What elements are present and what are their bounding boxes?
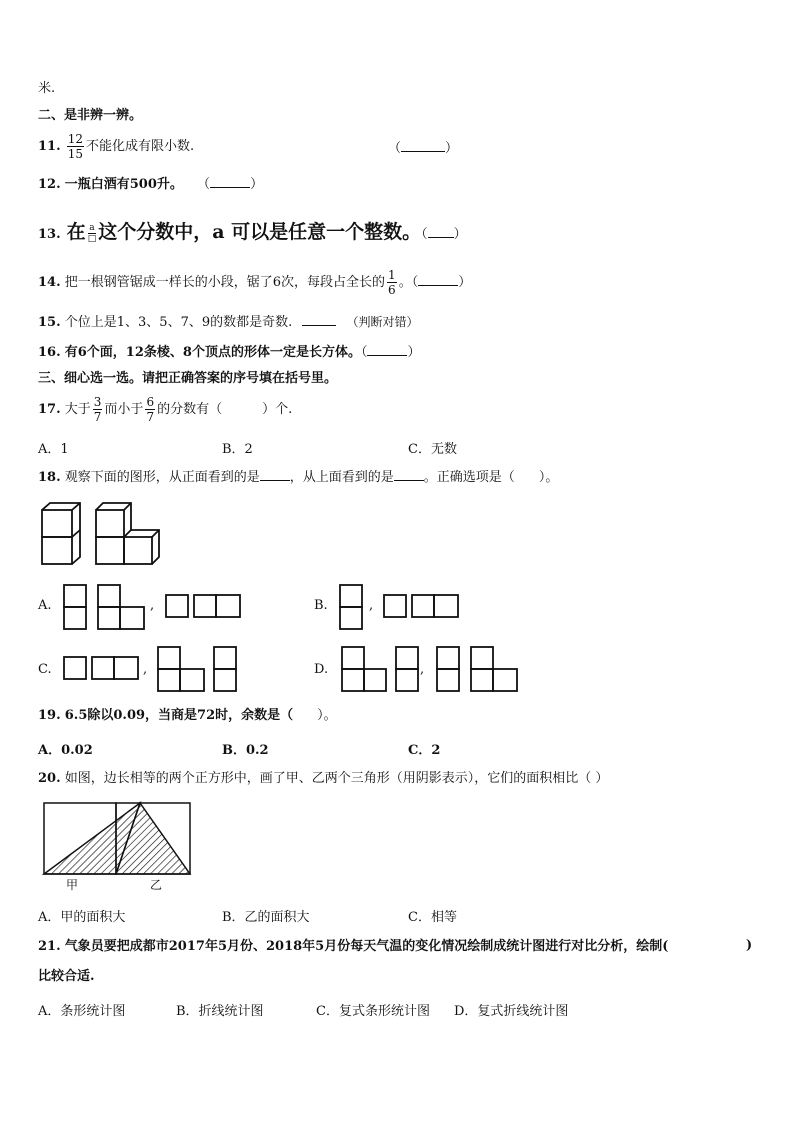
q18-option-a-comma: , xyxy=(150,598,155,613)
question-11 xyxy=(38,132,194,161)
q14-paren-right: ） xyxy=(458,275,472,290)
q17-denominator-2: 7 xyxy=(146,410,155,424)
q18-option-b-label[interactable]: B. xyxy=(314,598,328,613)
q18-option-c-comma: , xyxy=(143,662,148,677)
q18-text-a: 观察下面的图形，从正面看到的是 xyxy=(64,470,260,485)
q21-paren-right: ) xyxy=(746,938,753,953)
q19-number: 19. xyxy=(38,708,61,723)
question-16 xyxy=(38,344,420,362)
q18-text-d: ）。 xyxy=(538,470,559,485)
q12-number: 12. xyxy=(38,177,61,192)
q18-option-a-label[interactable]: A. xyxy=(38,598,52,613)
q14-number: 14. xyxy=(38,275,61,290)
q16-answer-blank[interactable] xyxy=(367,355,407,356)
question-18 xyxy=(38,469,558,487)
q19-option-c[interactable]: C．2 xyxy=(408,743,441,758)
q16-paren-left: （ xyxy=(360,345,368,360)
q21-number: 21. xyxy=(38,939,61,954)
q17-fraction-2 xyxy=(145,395,155,424)
q20-option-c[interactable]: C．相等 xyxy=(408,910,457,925)
q18-option-a-front-view[interactable] xyxy=(62,583,155,633)
q17-post: 的分数有（ xyxy=(157,402,223,417)
question-20 xyxy=(38,770,608,788)
q18-blank-top[interactable] xyxy=(394,480,424,481)
q17-option-b[interactable]: B．2 xyxy=(222,442,253,457)
q18-blank-front[interactable] xyxy=(260,480,290,481)
q14-paren-left: （ xyxy=(411,275,419,290)
q13-paren-right: ） xyxy=(453,227,467,242)
q18-option-d-top-view[interactable] xyxy=(433,645,523,695)
q18-text-b: ，从上面看到的是 xyxy=(289,470,394,485)
question-17 xyxy=(38,395,292,424)
q19-text: 6.5除以0.09，当商是72时，余数是（ xyxy=(64,708,294,723)
q13-post: 这个分数中，a 可以是任意一个整数。 xyxy=(98,221,422,243)
q17-numerator-2: 6 xyxy=(146,395,155,409)
q18-option-b-comma: , xyxy=(369,598,374,613)
q16-text: 有6个面，12条棱、8个顶点的形体一定是长方体。 xyxy=(64,345,361,360)
q16-paren-right: ） xyxy=(407,345,421,360)
section2-heading: 二、是非辨一辨。 xyxy=(38,108,143,123)
q12-paren-left: （ xyxy=(197,177,211,192)
q11-number: 11. xyxy=(38,139,61,154)
q17-mid: 而小于 xyxy=(104,402,144,417)
q18-option-b-top-view[interactable] xyxy=(382,593,462,623)
q11-denominator: 15 xyxy=(67,147,84,161)
q19-post: ）。 xyxy=(317,708,337,723)
q14-fraction xyxy=(387,268,397,297)
q20-text: 如图，边长相等的两个正方形中，画了甲、乙两个三角形（用阴影表示），它们的面积相比（ ） xyxy=(64,771,609,786)
q18-option-c-top-view[interactable] xyxy=(156,645,246,695)
question-21 xyxy=(38,938,668,956)
q16-number: 16. xyxy=(38,345,61,360)
q19-option-b[interactable]: B．0.2 xyxy=(222,743,269,758)
q18-option-b-front-view[interactable] xyxy=(338,583,368,633)
q20-label-yi: 乙 xyxy=(150,878,163,892)
q19-option-a[interactable]: A．0.02 xyxy=(38,743,93,758)
q17-option-a[interactable]: A．1 xyxy=(38,442,69,457)
q17-numerator-1: 3 xyxy=(93,395,102,409)
q11-paren-right: ） xyxy=(445,141,459,156)
q14-text: 把一根钢管锯成一样长的小段，锯了6次，每段占全长的 xyxy=(64,275,386,290)
q13-pre: 在 xyxy=(66,221,86,243)
q13-numerator: a xyxy=(89,222,95,233)
q21-option-a[interactable]: A．条形统计图 xyxy=(38,1004,126,1019)
q11-numerator: 12 xyxy=(67,132,84,146)
q18-option-d-label[interactable]: D. xyxy=(314,662,329,677)
q18-option-d-front-view[interactable] xyxy=(338,645,428,695)
question-19 xyxy=(38,707,337,725)
q20-option-b[interactable]: B．乙的面积大 xyxy=(222,910,310,925)
q15-answer-blank[interactable] xyxy=(302,325,336,326)
q11-answer-blank[interactable] xyxy=(401,151,445,152)
q21-line2: 比较合适. xyxy=(38,969,95,984)
q21-option-c[interactable]: C．复式条形统计图 xyxy=(316,1004,430,1019)
q17-post2: ）个. xyxy=(262,402,293,417)
q21-line1: 气象员要把成都市2017年5月份、2018年5月份每天气温的变化情况绘制成统计图进行对比分析，绘制( xyxy=(64,939,669,954)
q11-fraction xyxy=(67,132,84,161)
q18-option-d-comma: , xyxy=(420,662,425,677)
q14-numerator: 1 xyxy=(388,268,396,282)
q13-fraction xyxy=(88,223,97,244)
q18-solid-figure xyxy=(38,500,168,570)
q12-text: 一瓶白酒有500升。 xyxy=(64,177,183,192)
q11-paren-left: （ xyxy=(388,141,402,156)
q13-answer-blank[interactable] xyxy=(428,237,454,238)
q18-number: 18. xyxy=(38,470,61,485)
q21-option-b[interactable]: B．折线统计图 xyxy=(176,1004,264,1019)
q18-option-a-top-view[interactable] xyxy=(164,593,244,623)
q15-text: 个位上是1、3、5、7、9的数都是奇数. xyxy=(64,315,293,330)
q13-denominator: □ xyxy=(87,233,97,244)
top-unit: 米. xyxy=(38,81,56,96)
q11-answer-paren xyxy=(388,140,458,158)
q18-option-c-label[interactable]: C. xyxy=(38,662,52,677)
q13-number: 13. xyxy=(38,227,61,242)
question-13 xyxy=(38,220,467,247)
q15-number: 15. xyxy=(38,315,61,330)
section3-heading: 三、细心选一选。请把正确答案的序号填在括号里。 xyxy=(38,371,338,386)
q14-post: 。 xyxy=(398,275,412,290)
q17-fraction-1 xyxy=(93,395,103,424)
q20-squares-figure xyxy=(40,800,200,900)
q15-judge-hint: （判断对错） xyxy=(346,315,419,329)
question-14 xyxy=(38,268,471,297)
q21-option-d[interactable]: D．复式折线统计图 xyxy=(454,1004,569,1019)
q17-denominator-1: 7 xyxy=(93,410,102,424)
q20-option-a[interactable]: A．甲的面积大 xyxy=(38,910,126,925)
q17-number: 17. xyxy=(38,402,61,417)
q12-paren-right: ） xyxy=(250,177,264,192)
q14-denominator: 6 xyxy=(388,283,396,297)
question-12 xyxy=(38,176,263,194)
q13-paren-left: （ xyxy=(421,227,428,242)
q17-option-c[interactable]: C．无数 xyxy=(408,442,457,457)
question-15 xyxy=(38,313,419,332)
q12-answer-blank[interactable] xyxy=(210,187,250,188)
q18-text-c: 。正确选项是（ xyxy=(423,470,515,485)
q18-option-c-front-view[interactable] xyxy=(62,655,142,685)
q14-answer-blank[interactable] xyxy=(418,285,458,286)
q20-label-jia: 甲 xyxy=(66,878,79,892)
q20-number: 20. xyxy=(38,771,61,786)
q17-pre: 大于 xyxy=(64,402,91,417)
q11-text: 不能化成有限小数. xyxy=(86,139,195,154)
